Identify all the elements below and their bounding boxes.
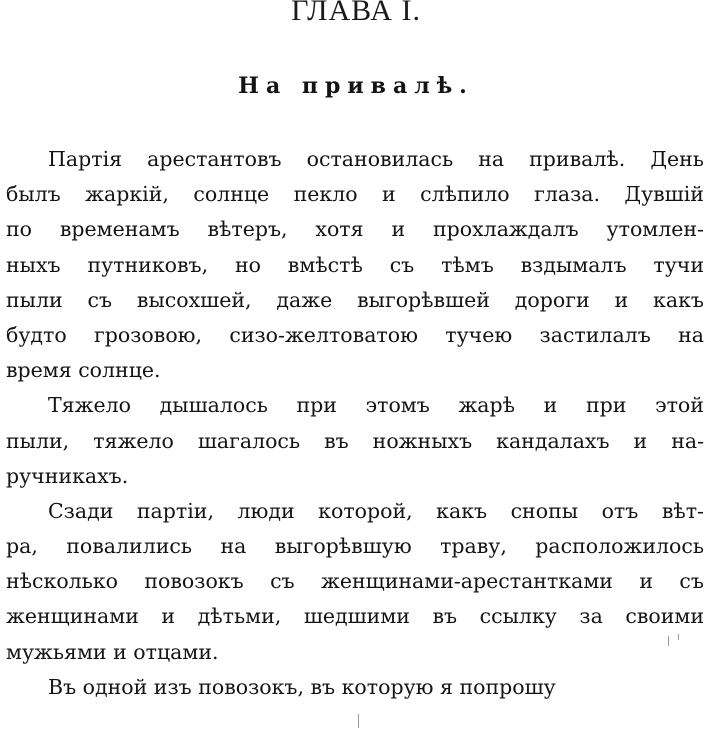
word: вмѣстѣ [287, 252, 363, 277]
word: люди [237, 498, 295, 523]
word: Дувшій [624, 182, 704, 207]
word: Въ [48, 674, 83, 699]
word: попрошу [459, 674, 556, 699]
body-text [6, 142, 704, 705]
word: Тяжело [48, 393, 131, 418]
word: шедшими [303, 604, 410, 629]
word: будто [6, 322, 67, 347]
word: женщинами [6, 604, 139, 629]
word: своими [625, 604, 704, 629]
word: но [234, 252, 261, 277]
word: Сзади [48, 498, 114, 523]
word: изъ [153, 674, 199, 699]
word: солнце [193, 182, 270, 207]
word: ныхъ [6, 252, 61, 277]
word: въ [324, 428, 349, 453]
word: траву, [440, 534, 507, 559]
word: вѣтеръ, [207, 217, 288, 242]
word: тучею [445, 322, 513, 347]
word: ра, [6, 534, 38, 559]
word: на- [671, 428, 704, 453]
word: на [478, 147, 505, 171]
word: арестантовъ [147, 147, 282, 171]
word: тѣмъ [441, 252, 494, 277]
word: и [633, 428, 648, 453]
print-speck [358, 714, 359, 728]
word: и [382, 182, 396, 207]
text-line [6, 142, 704, 177]
text-line [6, 283, 704, 318]
word: утомлен- [606, 217, 704, 242]
text-line [6, 670, 704, 705]
word: дороги [514, 287, 590, 312]
text-line [6, 177, 704, 212]
word: и [614, 287, 629, 312]
word: солнце. [78, 358, 161, 383]
section-title: На привалѣ. [238, 73, 474, 99]
word: даже [276, 287, 333, 312]
word: этой [655, 393, 704, 418]
word: дышалось [159, 393, 268, 418]
text-line [6, 424, 704, 459]
word: этомъ [365, 393, 430, 418]
word: Партія [48, 147, 123, 171]
chapter-header: ГЛАВА I. [291, 0, 421, 27]
text-line [6, 248, 704, 283]
word: хотя [315, 217, 364, 242]
word: какъ [653, 287, 704, 312]
word: которую [341, 674, 440, 699]
word: съ [389, 252, 415, 277]
word: партіи, [136, 498, 214, 523]
print-speck [668, 636, 669, 646]
word: мужьями [6, 639, 114, 664]
word: при [586, 393, 627, 418]
print-speck [678, 634, 679, 640]
word: при [296, 393, 337, 418]
word: высохшей, [136, 287, 252, 312]
word: временамъ [59, 217, 180, 242]
text-line [6, 599, 704, 634]
word: повозокъ [144, 569, 244, 594]
word: и [113, 639, 134, 664]
word: на [220, 534, 247, 559]
word: тяжело [93, 428, 174, 453]
word: расположилось [535, 534, 704, 559]
word: сизо-желтоватою [229, 322, 418, 347]
word: нѣсколько [6, 569, 118, 594]
word: выгорѣвшей [357, 287, 490, 312]
word: жарѣ [458, 393, 516, 418]
word: привалѣ. [529, 147, 626, 171]
word: время [6, 358, 79, 383]
word: кандалахъ [496, 428, 610, 453]
word: шагалось [197, 428, 301, 453]
word: глаза. [534, 182, 600, 207]
word: пекло [293, 182, 358, 207]
word: въ [432, 604, 458, 629]
word: День [650, 147, 704, 171]
word: съ [87, 287, 113, 312]
word: которой, [318, 498, 413, 523]
text-line [6, 459, 704, 494]
word: былъ [6, 182, 61, 207]
word: по [6, 217, 33, 242]
text-line [6, 318, 704, 353]
word: съ [270, 569, 295, 594]
text-line [6, 353, 704, 388]
word: повозокъ, [198, 674, 311, 699]
word: ножныхъ [372, 428, 473, 453]
word: и [391, 217, 406, 242]
word: вѣт- [661, 498, 704, 523]
word: за [579, 604, 603, 629]
text-line [6, 388, 704, 423]
text-line [6, 529, 704, 564]
word: выгорѣвшую [274, 534, 412, 559]
word: и [639, 569, 654, 594]
word: какъ [436, 498, 488, 523]
word: пыли [6, 287, 63, 312]
word: тучи [653, 252, 704, 277]
text-line [6, 635, 704, 670]
word: повалились [66, 534, 193, 559]
word: снопы [510, 498, 579, 523]
word: ручникахъ. [6, 463, 129, 488]
word: съ [679, 569, 704, 594]
word: въ [310, 674, 342, 699]
word: отцами. [133, 639, 219, 664]
word: и [161, 604, 176, 629]
text-line [6, 564, 704, 599]
word: ссылку [479, 604, 557, 629]
word: пыли, [6, 428, 70, 453]
word: одной [82, 674, 154, 699]
word: застилалъ [539, 322, 651, 347]
word: женщинами-арестантками [320, 569, 613, 594]
word: прохлаждалъ [432, 217, 579, 242]
text-line [6, 494, 704, 529]
word: слѣпило [420, 182, 510, 207]
word: жаркій, [85, 182, 169, 207]
word: я [440, 674, 460, 699]
word: путниковъ, [87, 252, 209, 277]
text-line [6, 212, 704, 247]
word: отъ [601, 498, 639, 523]
word: и [543, 393, 558, 418]
word: вздымалъ [520, 252, 627, 277]
word: дѣтьми, [197, 604, 282, 629]
word: остановилась [306, 147, 454, 171]
word: грозовою, [94, 322, 203, 347]
word: на [678, 322, 704, 347]
